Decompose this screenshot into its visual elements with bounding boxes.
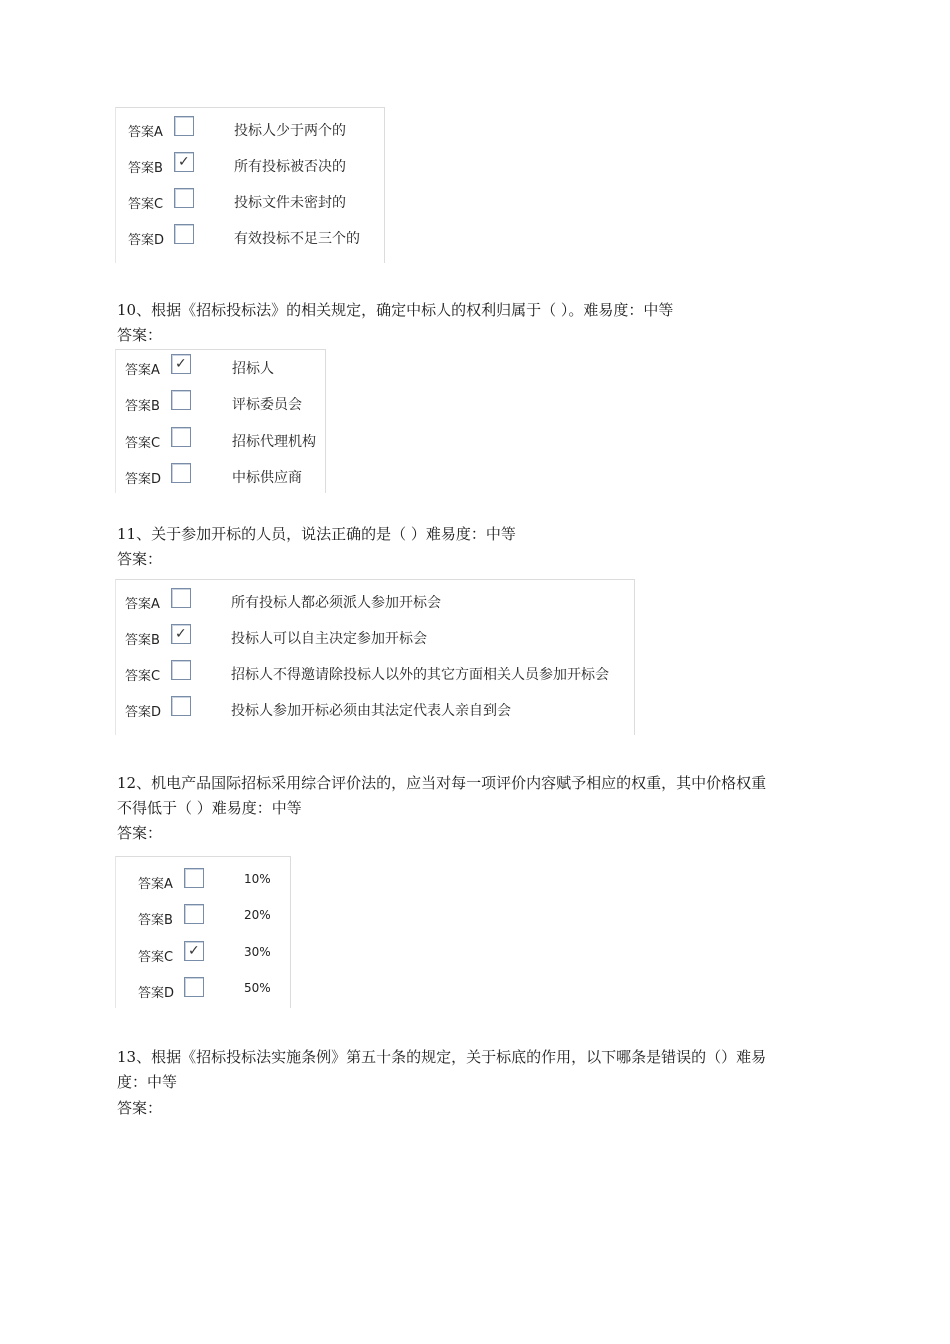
checkbox-b[interactable] bbox=[171, 624, 191, 644]
answer-panel-q11 bbox=[115, 579, 635, 735]
option-label: 答案D bbox=[125, 472, 162, 487]
checkbox-a[interactable] bbox=[174, 116, 194, 136]
checkbox-b[interactable] bbox=[171, 390, 191, 410]
option-text: 30% bbox=[244, 945, 271, 959]
option-label: 答案D bbox=[138, 986, 175, 1001]
option-row-d bbox=[116, 696, 634, 722]
option-row-d bbox=[116, 463, 325, 489]
question-line: 12、机电产品国际招标采用综合评价法的，应当对每一项评价内容赋予相应的权重，其中价格权重 bbox=[117, 774, 767, 792]
checkbox-c[interactable] bbox=[184, 941, 204, 961]
option-row-a bbox=[116, 868, 290, 894]
checkbox-d[interactable] bbox=[171, 696, 191, 716]
checkbox-d[interactable] bbox=[171, 463, 191, 483]
answer-label: 答案： bbox=[117, 824, 163, 842]
option-row-b bbox=[116, 904, 290, 930]
option-row-c bbox=[116, 427, 325, 453]
checkbox-b[interactable] bbox=[184, 904, 204, 924]
option-row-c bbox=[116, 941, 290, 967]
question-10-text bbox=[117, 298, 673, 323]
check-mark-icon: ✓ bbox=[175, 356, 187, 372]
option-row-c bbox=[116, 188, 384, 214]
option-label: 答案C bbox=[128, 197, 164, 212]
option-text: 所有投标人都必须派人参加开标会 bbox=[231, 595, 441, 611]
option-label: 答案B bbox=[125, 399, 160, 414]
option-text: 招标人 bbox=[232, 361, 274, 377]
option-text: 所有投标被否决的 bbox=[234, 159, 346, 175]
question-11-text bbox=[117, 522, 516, 547]
option-label: 答案A bbox=[138, 877, 173, 892]
option-text: 投标人可以自主决定参加开标会 bbox=[231, 631, 427, 647]
checkbox-d[interactable] bbox=[184, 977, 204, 997]
checkbox-d[interactable] bbox=[174, 224, 194, 244]
option-label: 答案B bbox=[128, 161, 163, 176]
option-text: 评标委员会 bbox=[232, 397, 302, 413]
option-text: 投标人参加开标必须由其法定代表人亲自到会 bbox=[231, 703, 511, 719]
option-row-a bbox=[116, 588, 634, 614]
option-text: 投标文件未密封的 bbox=[234, 195, 346, 211]
question-line: 11、关于参加开标的人员，说法正确的是（ ）难易度：中等 bbox=[117, 525, 516, 543]
check-mark-icon: ✓ bbox=[178, 154, 190, 170]
option-label: 答案D bbox=[128, 233, 165, 248]
option-row-d bbox=[116, 224, 384, 250]
option-label: 答案B bbox=[125, 633, 160, 648]
option-label: 答案B bbox=[138, 913, 173, 928]
option-label: 答案C bbox=[138, 950, 174, 965]
option-text: 投标人少于两个的 bbox=[234, 123, 346, 139]
option-label: 答案D bbox=[125, 705, 162, 720]
checkbox-a[interactable] bbox=[184, 868, 204, 888]
checkbox-b[interactable] bbox=[174, 152, 194, 172]
checkbox-a[interactable] bbox=[171, 588, 191, 608]
option-text: 10% bbox=[244, 872, 271, 886]
option-label: 答案A bbox=[128, 125, 163, 140]
checkbox-c[interactable] bbox=[171, 427, 191, 447]
answer-panel-q9 bbox=[115, 107, 385, 263]
checkbox-c[interactable] bbox=[171, 660, 191, 680]
option-row-a bbox=[116, 354, 325, 380]
question-line: 度：中等 bbox=[117, 1073, 178, 1091]
checkbox-c[interactable] bbox=[174, 188, 194, 208]
option-row-c bbox=[116, 660, 634, 686]
answer-panel-q10 bbox=[115, 349, 326, 493]
option-row-b bbox=[116, 390, 325, 416]
question-line: 10、根据《招标投标法》的相关规定，确定中标人的权利归属于（ ）。难易度：中等 bbox=[117, 301, 674, 319]
option-text: 20% bbox=[244, 908, 271, 922]
answer-panel-q12 bbox=[115, 856, 291, 1008]
option-label: 答案C bbox=[125, 669, 161, 684]
option-text: 中标供应商 bbox=[232, 470, 302, 486]
check-mark-icon: ✓ bbox=[175, 626, 187, 642]
question-line: 不得低于（ ）难易度：中等 bbox=[117, 799, 302, 817]
answer-label: 答案： bbox=[117, 1099, 163, 1117]
answer-label: 答案： bbox=[117, 550, 163, 568]
question-12-text bbox=[117, 771, 766, 821]
option-label: 答案C bbox=[125, 436, 161, 451]
option-row-d bbox=[116, 977, 290, 1003]
question-13-text bbox=[117, 1045, 766, 1095]
option-text: 50% bbox=[244, 981, 271, 995]
option-row-a bbox=[116, 116, 384, 142]
option-text: 招标人不得邀请除投标人以外的其它方面相关人员参加开标会 bbox=[231, 667, 609, 683]
option-text: 有效投标不足三个的 bbox=[234, 231, 360, 247]
question-line: 13、根据《招标投标法实施条例》第五十条的规定，关于标底的作用，以下哪条是错误的（）难易 bbox=[117, 1048, 767, 1066]
option-row-b bbox=[116, 624, 634, 650]
option-text: 招标代理机构 bbox=[232, 434, 316, 450]
option-label: 答案A bbox=[125, 597, 160, 612]
answer-label: 答案： bbox=[117, 326, 163, 344]
checkbox-a[interactable] bbox=[171, 354, 191, 374]
check-mark-icon: ✓ bbox=[188, 943, 200, 959]
option-row-b bbox=[116, 152, 384, 178]
option-label: 答案A bbox=[125, 363, 160, 378]
